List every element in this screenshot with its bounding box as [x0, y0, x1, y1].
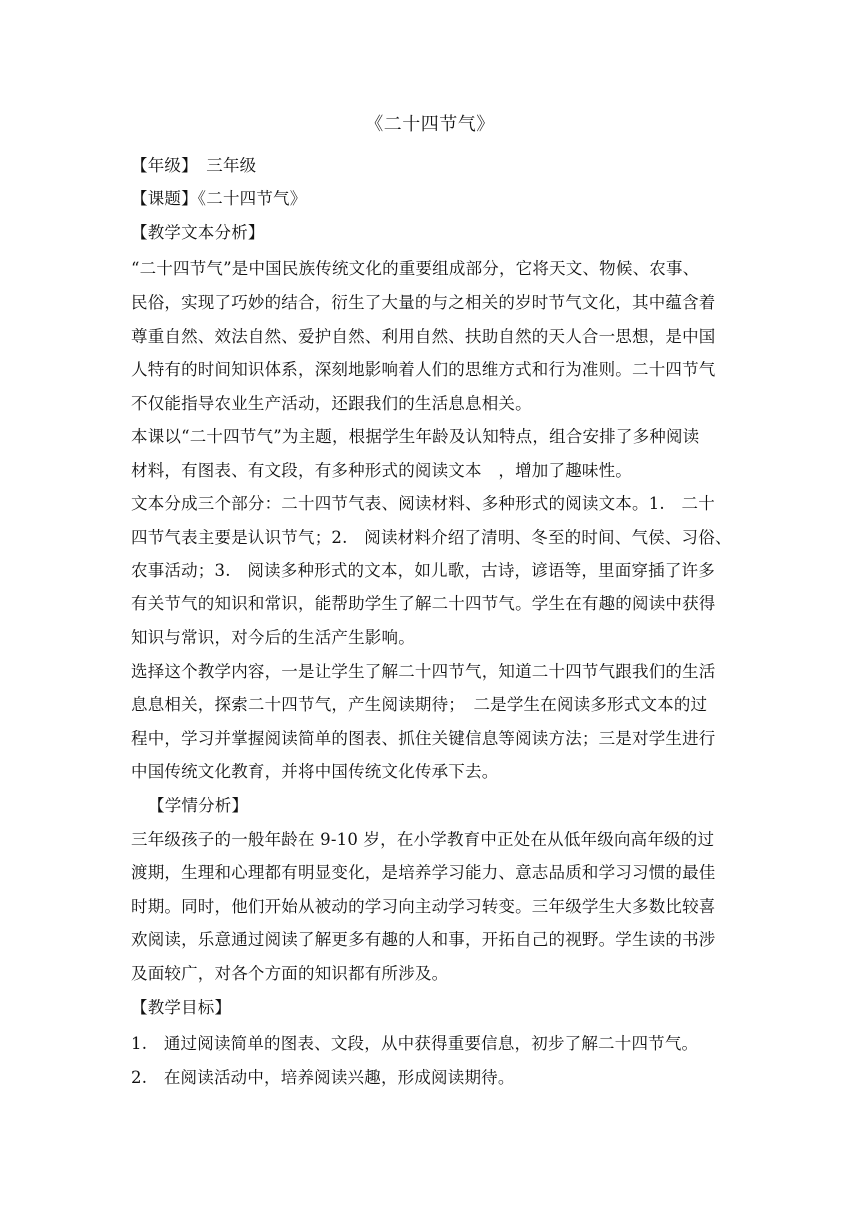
grade-line: 【年级】 三年级: [131, 156, 257, 175]
paragraph-line: 渡期，生理和心理都有明显变化，是培养学习能力、意志品质和学习习惯的最佳: [131, 863, 716, 882]
paragraph-line: 程中，学习并掌握阅读简单的图表、抓住关键信息等阅读方法；三是对学生进行: [131, 729, 716, 748]
paragraph-line: 本课以“二十四节气”为主题，根据学生年龄及认知特点，组合安排了多种阅读: [131, 427, 700, 446]
section-heading-text-analysis: 【教学文本分析】: [131, 223, 265, 242]
paragraph-line: 文本分成三个部分：二十四节气表、阅读材料、多种形式的阅读文本。1. 二十: [131, 494, 715, 513]
topic-line: 【课题】《二十四节气》: [131, 189, 307, 208]
section-heading-teaching-goals: 【教学目标】: [131, 998, 232, 1017]
paragraph-line: 人特有的时间知识体系，深刻地影响着人们的思维方式和行为准则。二十四节气: [131, 360, 716, 379]
paragraph-line: 息息相关，探索二十四节气，产生阅读期待； 二是学生在阅读多形式文本的过: [131, 695, 708, 714]
paragraph-line: 有关节气的知识和常识，能帮助学生了解二十四节气。学生在有趣的阅读中获得: [131, 594, 716, 613]
paragraph-line: 及面较广，对各个方面的知识都有所涉及。: [131, 964, 449, 983]
teaching-goal-item: 2. 在阅读活动中，培养阅读兴趣，形成阅读期待。: [131, 1068, 515, 1087]
teaching-goal-item: 1. 通过阅读简单的图表、文段，从中获得重要信息，初步了解二十四节气。: [131, 1034, 699, 1053]
section-heading-student-analysis: 【学情分析】: [148, 796, 249, 815]
paragraph-line: 三年级孩子的一般年龄在 9-10 岁，在小学教育中正处在从低年级向高年级的过: [131, 830, 715, 849]
paragraph-line: 尊重自然、效法自然、爱护自然、利用自然、扶助自然的天人合一思想，是中国: [131, 327, 716, 346]
document-title: 《二十四节气》: [365, 114, 495, 135]
paragraph-line: 中国传统文化教育，并将中国传统文化传承下去。: [131, 762, 499, 781]
paragraph-line: 知识与常识，对今后的生活产生影响。: [131, 628, 415, 647]
paragraph-line: 材料，有图表、有文段，有多种形式的阅读文本 ，增加了趣味性。: [131, 461, 632, 480]
paragraph-line: 农事活动；3. 阅读多种形式的文本，如儿歌，古诗，谚语等，里面穿插了许多: [131, 561, 715, 580]
paragraph-line: 四节气表主要是认识节气；2. 阅读材料介绍了清明、冬至的时间、气侯、习俗、: [131, 528, 732, 547]
paragraph-line: 选择这个教学内容，一是让学生了解二十四节气，知道二十四节气跟我们的生活: [131, 662, 716, 681]
paragraph-line: 民俗，实现了巧妙的结合，衍生了大量的与之相关的岁时节气文化，其中蕴含着: [131, 293, 716, 312]
paragraph-line: 不仅能指导农业生产活动，还跟我们的生活息息相关。: [131, 394, 532, 413]
paragraph-line: 欢阅读，乐意通过阅读了解更多有趣的人和事，开拓自己的视野。学生读的书涉: [131, 930, 716, 949]
paragraph-line: “二十四节气”是中国民族传统文化的重要组成部分，它将天文、物候、农事、: [131, 259, 700, 278]
paragraph-line: 时期。同时，他们开始从被动的学习向主动学习转变。三年级学生大多数比较喜: [131, 897, 716, 916]
